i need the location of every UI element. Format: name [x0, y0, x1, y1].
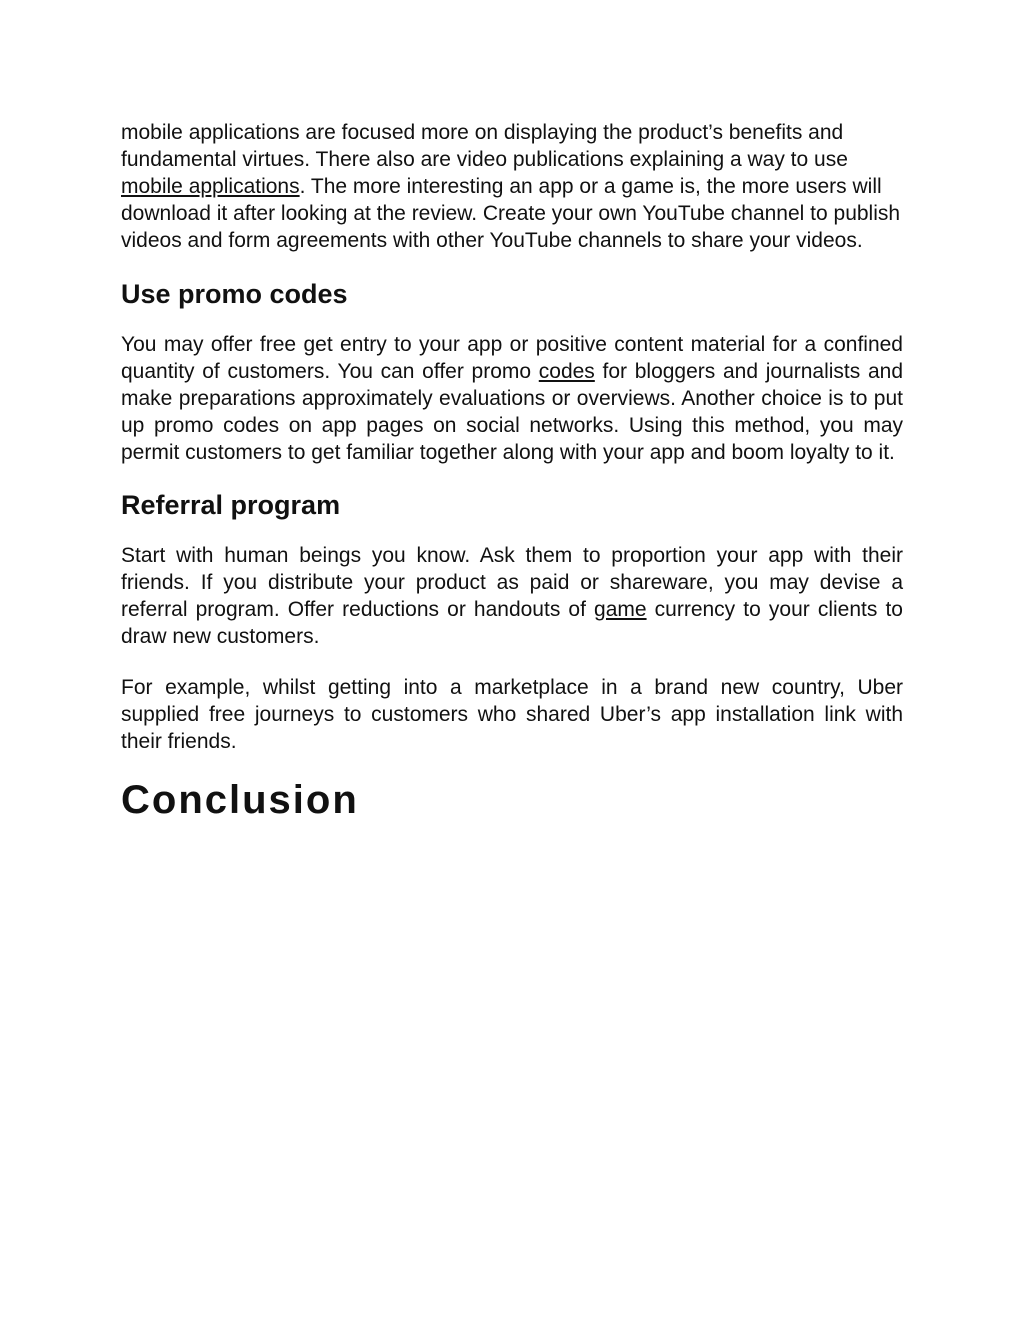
- promo-codes-paragraph: [121, 331, 903, 466]
- referral-paragraph: [121, 542, 903, 650]
- promo-codes-heading: Use promo codes: [121, 279, 348, 309]
- referral-text-start: Start with human beings you know. Ask them to proportion your app with their friends. If you distribute your product as paid or shareware, you may devise a referral program. Offer reductions or handouts of: [121, 544, 903, 621]
- codes-link[interactable]: codes: [538, 360, 595, 383]
- conclusion-heading: Conclusion: [121, 778, 359, 822]
- intro-text-end: . The more interesting an app or a game is, the more users will download it after looking at the review. Create your own YouTube channel to publish videos and form agreements with other YouTube channels to share your videos.: [121, 175, 901, 252]
- game-link[interactable]: game: [594, 598, 647, 621]
- referral-program-heading: Referral program: [121, 490, 341, 520]
- document-page: [121, 119, 903, 824]
- uber-example-paragraph: For example, whilst getting into a marketplace in a brand new country, Uber supplied free journeys to customers who shared Uber’s app installation link with their friends.: [121, 676, 903, 753]
- intro-text-start: mobile applications are focused more on displaying the product’s benefits and fundamental virtues. There also are video publications explaining a way to use: [121, 121, 848, 171]
- referral-text-end: currency to your clients to draw new customers.: [121, 598, 903, 648]
- intro-paragraph: [121, 119, 903, 254]
- mobile-applications-link[interactable]: mobile applications: [121, 175, 300, 198]
- promo-text-start: You may offer free get entry to your app or positive content material for a confined quantity of customers. You can offer promo: [121, 333, 903, 383]
- promo-text-end: for bloggers and journalists and make preparations approximately evaluations or overviews. Another choice is to put up promo codes on app pages on social networks. Using this method, you may permit customers to get familiar together along with your app and boom loyalty to it.: [121, 360, 903, 464]
